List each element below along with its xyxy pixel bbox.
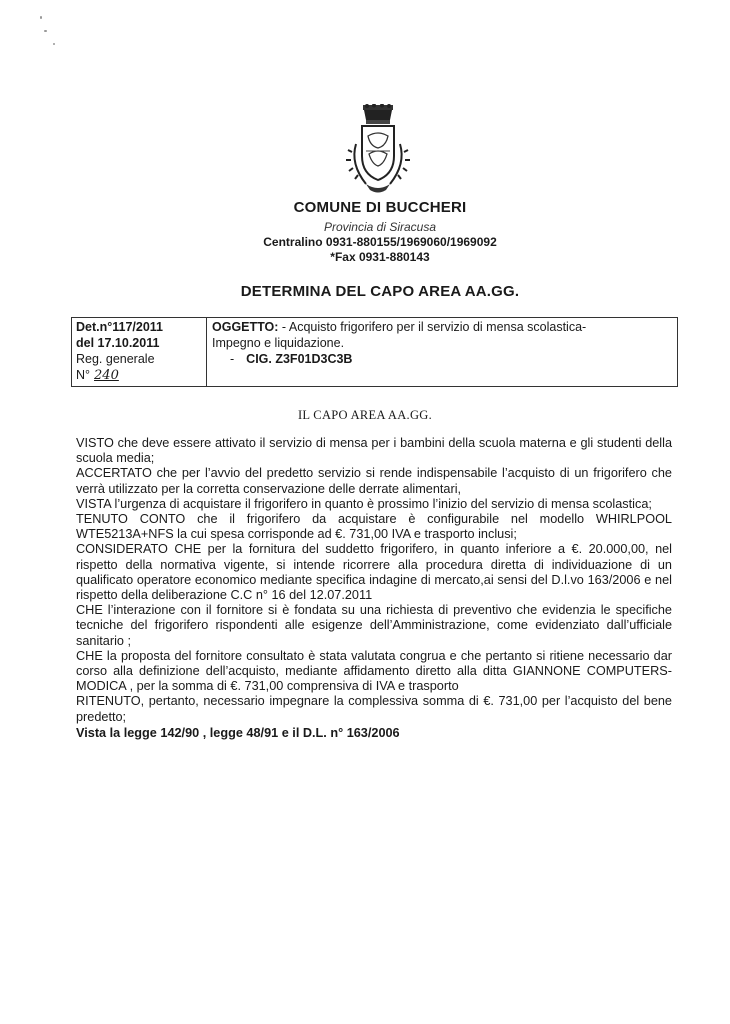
- fax-number: *Fax 0931-880143: [330, 250, 430, 264]
- determina-number: Det.n°117/2011: [76, 320, 164, 334]
- paragraph-ritenuto: RITENUTO, pertanto, necessario impegnare la complessiva somma di €. 731,00 per l’acquisto del bene predetto;: [76, 694, 672, 724]
- oggetto-cell: [208, 318, 677, 368]
- scan-speck: [40, 16, 42, 19]
- paragraph-tenuto-conto: TENUTO CONTO che il frigorifero da acquistare è configurabile nel modello WHIRLPOOL WTE5213A+NFS la cui spesa corrisponde ad €. 731,00 IVA e trasporto inclusi;: [76, 512, 672, 542]
- centralino-phone: Centralino 0931-880155/1969060/1969092: [263, 235, 497, 249]
- paragraph-proposta: CHE la proposta del fornitore consultato è stata valutata congrua e che pertanto si ritiene necessario dar corso alla definizione dell’acquisto, mediante affidamento diretto alla ditta GIANNONE COMPUTERS- MODICA , per la somma di €. 731,00 comprensiva di IVA e trasporto: [76, 648, 672, 694]
- cig-code: CIG. Z3F01D3C3B: [246, 352, 353, 366]
- comune-name: COMUNE DI BUCCHERI: [293, 199, 467, 216]
- cig-dash: -: [230, 352, 235, 366]
- oggetto-text: - Acquisto frigorifero per il servizio di mensa scolastica-: [278, 320, 587, 334]
- handwritten-registro-number: 240: [94, 368, 119, 383]
- municipal-crest-icon: [338, 104, 418, 196]
- registro-number-label: N°: [76, 368, 91, 382]
- provincia-label: Provincia di Siracusa: [323, 220, 437, 234]
- paragraph-accertato: ACCERTATO che per l’avvio del predetto servizio si rende indispensabile l’acquisto di un frigorifero che verrà utilizzato per la corretta conservazione delle derrate alimentari,: [76, 466, 672, 496]
- paragraph-interazione: CHE l’interazione con il fornitore si è fondata su una richiesta di preventivo che evidenzia le specifiche tecniche del frigorifero rispondenti alle esigenze dell’Amministrazione, come evidenziato dall’ufficiale sanitario ;: [76, 603, 672, 648]
- determina-info-table: [71, 317, 678, 387]
- cig-row: [230, 351, 673, 367]
- scan-speck: [44, 30, 47, 32]
- determina-body: [76, 436, 672, 741]
- oggetto-text-continued: Impegno e liquidazione.: [212, 336, 345, 350]
- capo-area-heading: IL CAPO AREA AA.GG.: [297, 408, 433, 422]
- paragraph-vista-urgenza: VISTA l’urgenza di acquistare il frigorifero in quanto è prossimo l’inizio del servizio di mensa scolastica;: [76, 496, 652, 511]
- oggetto-label: OGGETTO:: [212, 320, 279, 334]
- determina-number-cell: [72, 318, 207, 386]
- scan-speck: [53, 43, 55, 45]
- oggetto-line: [212, 319, 673, 335]
- determina-date: del 17.10.2011: [76, 336, 160, 350]
- registro-generale-label: Reg. generale: [76, 352, 155, 366]
- paragraph-vista-legge: Vista la legge 142/90 , legge 48/91 e il D.L. n° 163/2006: [76, 725, 400, 740]
- document-title: DETERMINA DEL CAPO AREA AA.GG.: [240, 283, 520, 300]
- paragraph-visto: VISTO che deve essere attivato il servizio di mensa per i bambini della scuola materna e gli studenti della scuola media;: [76, 436, 672, 466]
- paragraph-considerato: CONSIDERATO CHE per la fornitura del suddetto frigorifero, in quanto inferiore a €. 20.000,00, nel rispetto della normativa vigente, si intende ricorrere alla procedura diretta di individuazione di un qualificato operatore economico mediante specifica indagine di mercato,ai sensi del D.l.vo 163/2006 e nel rispetto della deliberazione C.C n° 16 del 12.07.2011: [76, 542, 672, 603]
- registro-number-row: [76, 367, 202, 384]
